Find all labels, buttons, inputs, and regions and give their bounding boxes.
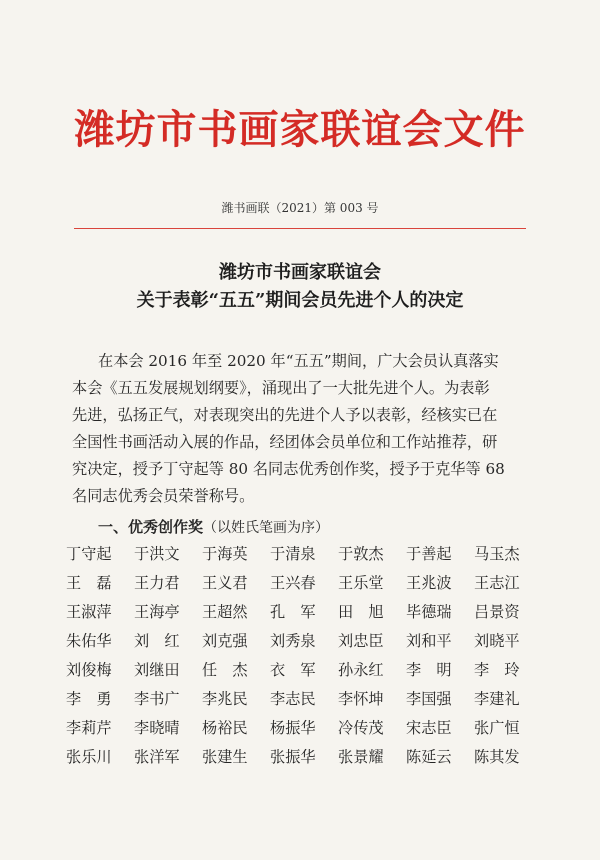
award-name: 冷传茂 bbox=[338, 719, 384, 737]
award-name: 于清泉 bbox=[270, 545, 316, 563]
award-name: 于善起 bbox=[406, 545, 452, 563]
award-name: 李 玲 bbox=[474, 661, 520, 679]
award-name: 刘晓平 bbox=[474, 632, 520, 650]
award-name: 任 杰 bbox=[202, 661, 248, 679]
award-name: 刘继田 bbox=[134, 661, 180, 679]
award-name: 李建礼 bbox=[474, 690, 520, 708]
award-name: 王超然 bbox=[202, 603, 248, 621]
award-name: 张振华 bbox=[270, 748, 316, 766]
award-name: 张乐川 bbox=[66, 748, 112, 766]
award-name: 衣 军 bbox=[270, 661, 316, 679]
body-paragraph-line: 在本会 2016 年至 2020 年“五五”期间，广大会员认真落实 bbox=[98, 352, 499, 370]
award-name: 王淑萍 bbox=[66, 603, 112, 621]
award-name: 刘 红 bbox=[134, 632, 180, 650]
body-paragraph-line: 究决定，授予丁守起等 80 名同志优秀创作奖，授予于克华等 68 bbox=[72, 460, 505, 478]
award-name: 张建生 bbox=[202, 748, 248, 766]
header-divider bbox=[74, 228, 526, 229]
document-header-title: 潍坊市书画家联谊会文件 bbox=[74, 106, 526, 153]
body-paragraph-line: 本会《五五发展规划纲要》，涌现出了一大批先进个人。为表彰 bbox=[72, 379, 490, 397]
award-name: 田 旭 bbox=[338, 603, 384, 621]
award-name: 陈延云 bbox=[406, 748, 452, 766]
award-name: 于海英 bbox=[202, 545, 248, 563]
award-name: 张景耀 bbox=[338, 748, 384, 766]
award-name: 刘和平 bbox=[406, 632, 452, 650]
award-name: 李书广 bbox=[134, 690, 180, 708]
award-name: 陈其发 bbox=[474, 748, 520, 766]
award-name: 王 磊 bbox=[66, 574, 112, 592]
award-names-list bbox=[66, 543, 536, 775]
award-name: 宋志臣 bbox=[406, 719, 452, 737]
award-name: 李兆民 bbox=[202, 690, 248, 708]
decision-title-line-1: 潍坊市书画家联谊会 bbox=[219, 262, 381, 283]
award-name: 丁守起 bbox=[66, 545, 112, 563]
award-name: 王义君 bbox=[202, 574, 248, 592]
award-name: 李 勇 bbox=[66, 690, 112, 708]
award-name: 李志民 bbox=[270, 690, 316, 708]
award-name: 毕德瑞 bbox=[406, 603, 452, 621]
award-name: 王力君 bbox=[134, 574, 180, 592]
award-name: 李国强 bbox=[406, 690, 452, 708]
award-name: 王海亭 bbox=[134, 603, 180, 621]
award-name: 刘秀泉 bbox=[270, 632, 316, 650]
body-paragraph-line: 先进，弘扬正气，对表现突出的先进个人予以表彰，经核实已在 bbox=[72, 406, 498, 424]
award-name: 朱佑华 bbox=[66, 632, 112, 650]
award-name: 杨振华 bbox=[270, 719, 316, 737]
award-name: 李 明 bbox=[406, 661, 452, 679]
award-name: 李怀坤 bbox=[338, 690, 384, 708]
document-number: 潍书画联（2021）第 003 号 bbox=[221, 201, 379, 215]
award-name: 刘俊梅 bbox=[66, 661, 112, 679]
award-name: 王兴春 bbox=[270, 574, 316, 592]
award-name: 刘忠臣 bbox=[338, 632, 384, 650]
award-name: 马玉杰 bbox=[474, 545, 520, 563]
award-name: 张广恒 bbox=[474, 719, 520, 737]
award-name: 王兆波 bbox=[406, 574, 452, 592]
award-name: 杨裕民 bbox=[202, 719, 248, 737]
award-name: 李莉芹 bbox=[66, 719, 112, 737]
body-paragraph-line: 名同志优秀会员荣誉称号。 bbox=[72, 487, 255, 505]
award-name: 王乐堂 bbox=[338, 574, 384, 592]
award-name: 王志江 bbox=[474, 574, 520, 592]
award-name: 李晓晴 bbox=[134, 719, 180, 737]
award-name: 吕景资 bbox=[474, 603, 520, 621]
decision-title-line-2: 关于表彰“五五”期间会员先进个人的决定 bbox=[136, 290, 464, 311]
award-name: 于洪文 bbox=[134, 545, 180, 563]
section-heading-note: （以姓氏笔画为序） bbox=[203, 520, 330, 536]
body-paragraph-line: 全国性书画活动入展的作品，经团体会员单位和工作站推荐，研 bbox=[72, 433, 498, 451]
award-name: 孔 军 bbox=[270, 603, 316, 621]
section-heading-label: 一、优秀创作奖 bbox=[98, 518, 204, 536]
award-name: 刘克强 bbox=[202, 632, 248, 650]
award-name: 于敦杰 bbox=[338, 545, 384, 563]
award-name: 张洋军 bbox=[134, 748, 180, 766]
section-heading-excellent-creation-award bbox=[98, 516, 329, 537]
award-name: 孙永红 bbox=[338, 661, 384, 679]
